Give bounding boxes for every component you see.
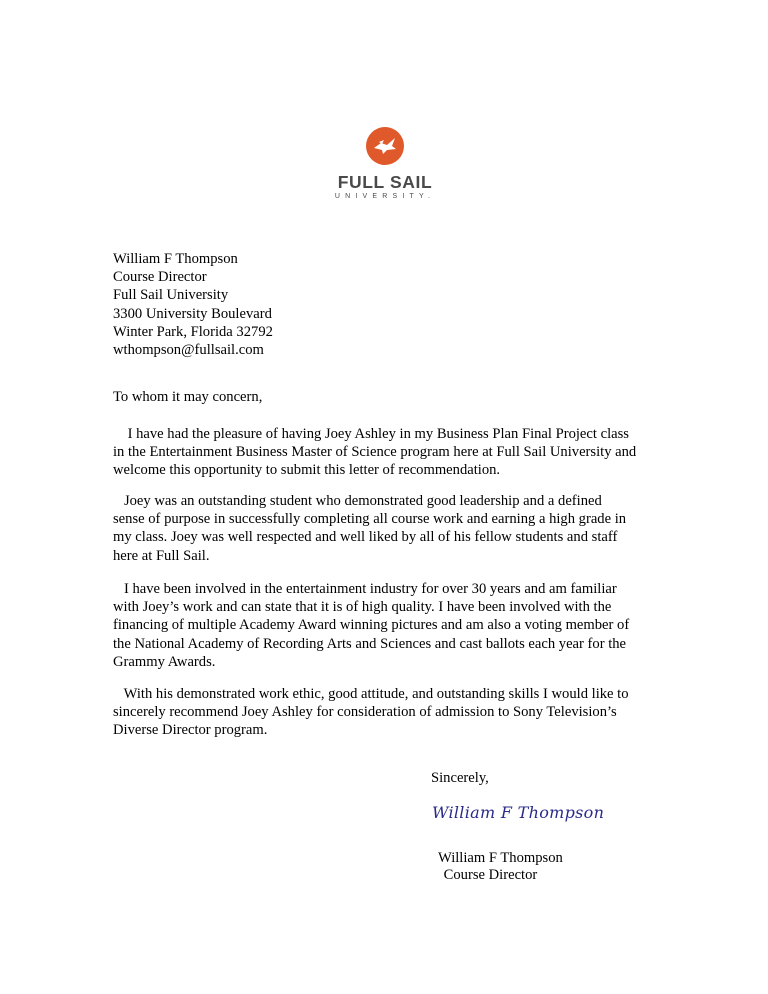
sender-email: wthompson@fullsail.com xyxy=(113,341,264,358)
paragraph-line: with Joey’s work and can state that it is of high quality. I have been involved with the xyxy=(113,599,612,616)
sail-emblem-icon xyxy=(365,126,405,166)
paragraph-line: With his demonstrated work ethic, good attitude, and outstanding skills I would like to xyxy=(113,686,629,702)
sender-title: Course Director xyxy=(113,269,207,286)
paragraph-line: Grammy Awards. xyxy=(113,653,216,670)
paragraph-line: Diverse Director program. xyxy=(113,722,268,739)
paragraph-line: here at Full Sail. xyxy=(113,547,210,564)
signoff-name: William F Thompson xyxy=(438,850,563,866)
closing: Sincerely, xyxy=(431,770,489,786)
full-sail-logo xyxy=(330,126,440,212)
signoff-title: Course Director xyxy=(440,867,538,883)
paragraph-line: in the Entertainment Business Master of Science program here at Full Sail University and xyxy=(113,444,637,461)
paragraph-1 xyxy=(113,425,636,480)
paragraph-line: sense of purpose in successfully completing all course work and earning a high grade in xyxy=(113,511,627,528)
logo-wordmark: FULL SAIL xyxy=(337,172,433,192)
paragraph-line: my class. Joey was well respected and well liked by all of his fellow students and staff xyxy=(113,529,618,546)
sender-city: Winter Park, Florida 32792 xyxy=(113,323,273,340)
paragraph-line: I have had the pleasure of having Joey Ashley in my Business Plan Final Project class xyxy=(113,426,629,442)
salutation: To whom it may concern, xyxy=(113,389,263,405)
sender-name: William F Thompson xyxy=(113,251,238,267)
paragraph-line: the National Academy of Recording Arts and Sciences and cast ballots each year for the xyxy=(113,635,627,652)
paragraph-3 xyxy=(113,580,629,671)
paragraph-line: sincerely recommend Joey Ashley for consideration of admission to Sony Television’s xyxy=(113,704,617,721)
handwritten-signature: William F Thompson xyxy=(432,803,605,822)
logo-subtitle: UNIVERSITY. xyxy=(334,193,436,200)
paragraph-line: welcome this opportunity to submit this letter of recommendation. xyxy=(113,462,501,479)
paragraph-2 xyxy=(113,492,626,565)
paragraph-line: I have been involved in the entertainment industry for over 30 years and am familiar xyxy=(113,581,617,597)
paragraph-line: financing of multiple Academy Award winning pictures and am also a voting member of xyxy=(113,617,630,634)
sender-address-block xyxy=(113,250,273,359)
paragraph-line: Joey was an outstanding student who demonstrated good leadership and a defined xyxy=(113,493,602,509)
paragraph-4 xyxy=(113,685,629,740)
sender-street: 3300 University Boulevard xyxy=(113,305,272,322)
sender-organization: Full Sail University xyxy=(113,287,229,304)
